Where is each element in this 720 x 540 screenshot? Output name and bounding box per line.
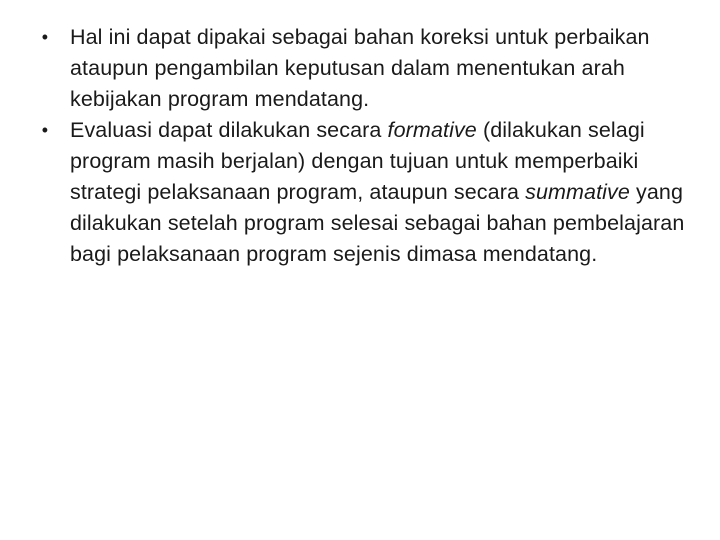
bullet-item-1 [36,22,686,115]
bullet-dot-icon: • [41,120,49,140]
bullet-text: Hal ini dapat dipakai sebagai bahan koreksi untuk perbaikan ataupun pengambilan keputusan dalam menentukan arah kebijakan program mendatang. [70,25,650,111]
bullet-text-part: (dilakukan selagi program masih berjalan) dengan tujuan untuk memperbaiki strategi pelaksanaan program, ataupun secara [70,118,645,204]
bullet-list [36,22,686,270]
bullet-text-part: Evaluasi dapat dilakukan secara [70,118,388,142]
bullet-dot-icon: • [41,27,49,47]
italic-term-summative: summative [525,180,630,204]
italic-term-formative: formative [387,118,477,142]
bullet-item-2 [36,115,686,270]
bullet-text-part: yang dilakukan setelah program selesai sebagai bahan pembelajaran bagi pelaksanaan program sejenis dimasa mendatang. [70,180,685,266]
